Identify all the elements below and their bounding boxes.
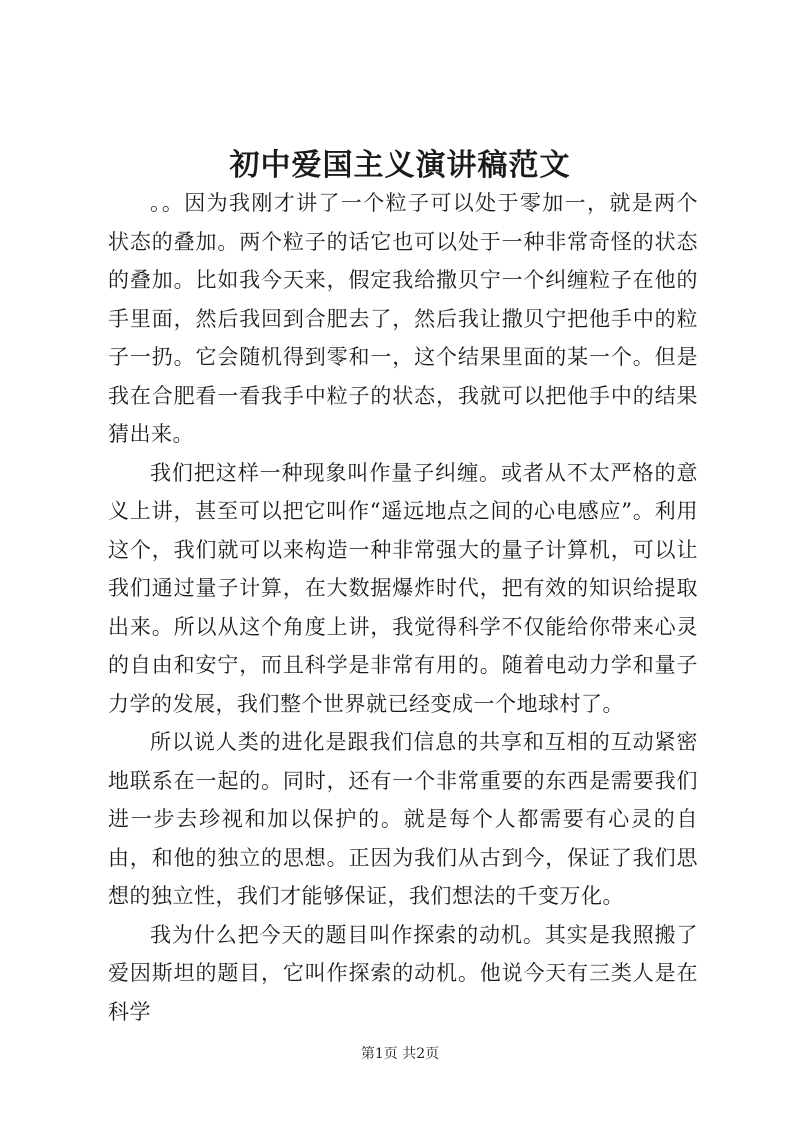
page-number-footer: 第1页 共2页 [360, 1046, 440, 1062]
paragraph-4: 我为什么把今天的题目叫作探索的动机。其实是我照搬了爱因斯坦的题目，它叫作探索的动机。他说今天有三类人是在科学 [108, 922, 698, 1024]
paragraph-1: 。。因为我刚才讲了一个粒子可以处于零加一，就是两个状态的叠加。两个粒子的话它也可以处于一种非常奇怪的状态的叠加。比如我今天来，假定我给撒贝宁一个纠缠粒子在他的手里面，然后我回到合肥去了，然后我让撒贝宁把他手中的粒子一扔。它会随机得到零和一，这个结果里面的某一个。但是我在合肥看一看我手中粒子的状态，我就可以把他手中的结果猜出来。 [108, 191, 698, 446]
paragraph-2: 我们把这样一种现象叫作量子纠缠。或者从不太严格的意义上讲，甚至可以把它叫作“遥远地点之间的心电感应”。利用这个，我们就可以来构造一种非常强大的量子计算机，可以让我们通过量子计算，在大数据爆炸时代，把有效的知识给提取出来。所以从这个角度上讲，我觉得科学不仅能给你带来心灵的自由和安宁，而且科学是非常有用的。随着电动力学和量子力学的发展，我们整个世界就已经变成一个地球村了。 [108, 460, 698, 716]
document-title: 初中爱国主义演讲稿范文 [229, 148, 571, 183]
paragraph-3: 所以说人类的进化是跟我们信息的共享和互相的互动紧密地联系在一起的。同时，还有一个非常重要的东西是需要我们进一步去珍视和加以保护的。就是每个人都需要有心灵的自由，和他的独立的思想。正因为我们从古到今，保证了我们思想的独立性，我们才能够保证，我们想法的千变万化。 [108, 730, 698, 908]
document-body [108, 184, 698, 1031]
